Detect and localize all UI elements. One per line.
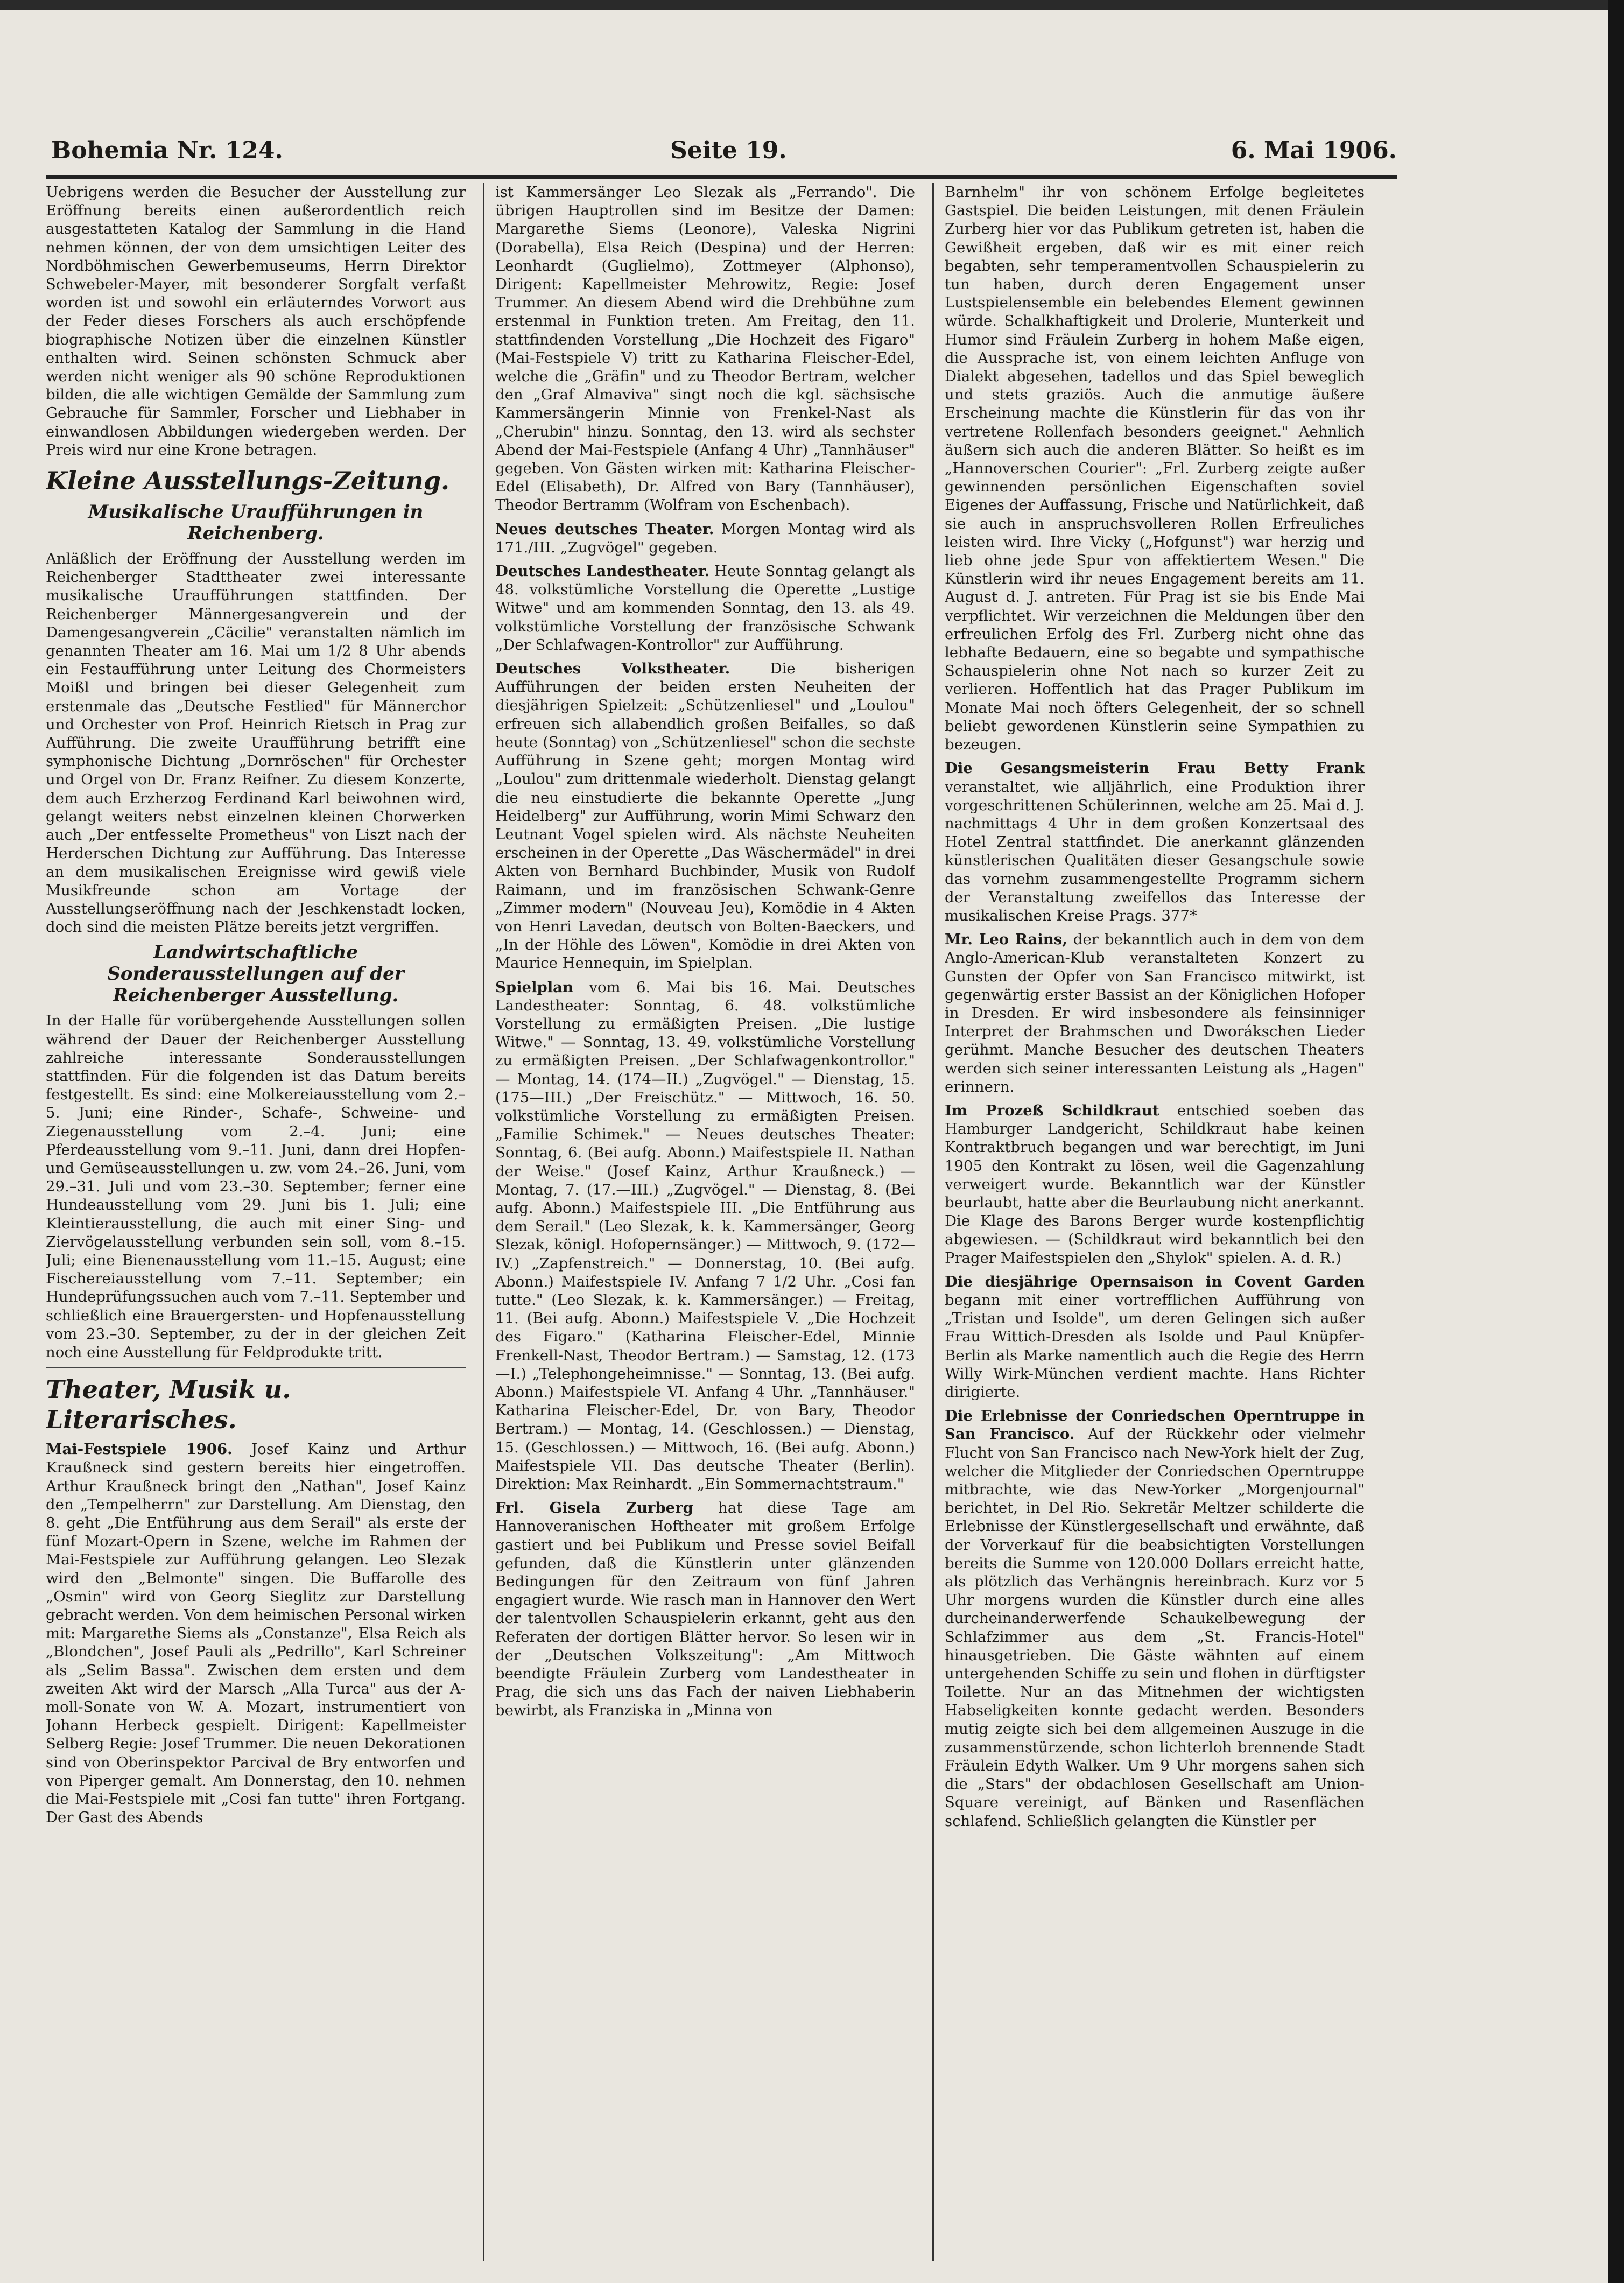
- item-body: Auf der Rückkehr oder vielmehr Flucht von San Francisco nach New-York hielt der Zug, welcher die Mitglieder der Conriedschen Operntruppe mitbrachte, wie das New-Yorker „Morgenjournal" berichtet, in Del Rio. Sekretär Meltzer schilderte die Erlebnisse der Künstlergesellschaft und erwähnte, daß der Vorverkauf für die beabsichtigten Vorstellungen bereits die Summe von 120.000 Dollars erreicht hatte, als plötzlich das Verhängnis hereinbrach. Kurz vor 5 Uhr morgens wurden die Künstler durch eine alles durcheinanderwerfende Schaukelbewegung der Schlafzimmer aus dem „St. Francis-Hotel" hinausgetrieben. Die Gäste wähnten auf einem untergehenden Schiffe zu sein und flohen in dürftigster Toilette. Nur an das Mitnehmen der wichtigsten Habseligkeiten konnte gedacht werden. Besonders mutig zeigte sich bei dem allgemeinen Auszuge in die zusammenstürzende, schon lichterloh brennende Stadt Fräulein Edyth Walker. Um 9 Uhr morgens sahen sich die „Stars" der obdachlosen Gesellschaft am Union-Square vereinigt, auf Bänken und Rasenflächen schlafend. Schließlich gelangten die Künstler per: [945, 1425, 1365, 1830]
- section-title: Theater, Musik u. Literarisches.: [46, 1375, 291, 1435]
- article-body: Anläßlich der Eröffnung der Ausstellung werden im Reichenberger Stadttheater zwei interessante musikalische Uraufführungen stattfinden. Der Reichenberger Männergesangverein und der Damengesangverein „Cäcilie" veranstalten nämlich im genannten Theater am 16. Mai um 1/2 8 Uhr abends ein Festaufführung unter Leitung des Chormeisters Moißl und bringen bei dieser Gelegenheit zum erstenmale das „Deutsche Festlied" für Männerchor und Orchester von Prof. Heinrich Rietsch in Prag zur Aufführung. Die zweite Uraufführung betrifft eine symphonische Dichtung „Dornröschen" für Orchester und Orgel von Dr. Franz Reifner. Zu diesem Konzerte, dem auch Erzherzog Ferdinand Karl beiwohnen wird, gelangt weiters nebst einzelnen kleinen Chorwerken auch „Der entfesselte Prometheus" von Liszt nach der Herderschen Dichtung zur Aufführung. Das Interesse an dem musikalischen Ereignisse wird gewiß viele Musikfreunde schon am Vortage der Ausstellungseröffnung nach der Jeschkenstadt locken, doch sind die meisten Plätze bereits jetzt vergriffen.: [46, 550, 466, 936]
- issue-date: 6. Mai 1906.: [1231, 137, 1397, 164]
- item-title: Deutsches Landestheater.: [495, 563, 710, 580]
- item-title: Die Gesangsmeisterin Frau Betty Frank: [945, 760, 1365, 777]
- article-intro: Uebrigens werden die Besucher der Ausstellung zur Eröffnung bereits einen außerordentlich reich ausgestatteten Katalog der Sammlung in die Hand nehmen können, der von dem umsichtigen Leiter des Nordböhmischen Gewerbemuseums, Herrn Direktor Schwebeler-Mayer, mit besonderer Sorgfalt verfaßt worden ist und sowohl ein erläuterndes Vorwort aus der Feder dieses Forschers als auch erschöpfende biographische Notizen über die einzelnen Künstler enthalten wird. Seinen schönsten Schmuck aber werden nicht weniger als 90 schöne Reproduktionen bilden, die alle wichtigen Gemälde der Sammlung zum Gebrauche für Sammler, Forscher und Liebhaber in einwandlosen Abbildungen wiedergeben werden. Der Preis wird nur eine Krone betragen.: [46, 184, 466, 459]
- article-body: ist Kammersänger Leo Slezak als „Ferrando". Die übrigen Hauptrollen sind im Besitze der Damen: Margarethe Siems (Leonore), Valeska Nigrini (Dorabella), Elsa Reich (Despina) und der Herren: Leonhardt (Guglielmo), Zottmeyer (Alphonso), Dirigent: Kapellmeister Mehrowitz, Regie: Josef Trummer. An diesem Abend wird die Drehbühne zum erstenmal in Funktion treten. Am Freitag, den 11. stattfindenden Vorstellung „Die Hochzeit des Figaro" (Mai-Festspiele V) tritt zu Katharina Fleischer-Edel, welche die „Gräfin" und zu Theodor Bertram, welcher den „Graf Almaviva" singt noch die kgl. sächsische Kammersängerin Minnie von Frenkel-Nast als „Cherubin" hinzu. Sonntag, den 13. wird als sechster Abend der Mai-Festspiele (Anfang 4 Uhr) „Tannhäuser" gegeben. Von Gästen wirken mit: Katharina Fleischer-Edel (Elisabeth), Dr. Alfred von Bary (Tannhäuser), Theodor Bertramm (Wolfram von Eschenbach).: [495, 184, 915, 514]
- item-title: Neues deutsches Theater.: [495, 520, 714, 538]
- column-2: [495, 183, 915, 2261]
- section-rule: [46, 1367, 466, 1368]
- item-title: Mr. Leo Rains,: [945, 931, 1067, 949]
- item-body: hat diese Tage am Hannoveranischen Hoftheater mit großem Erfolge gastiert und bei Publikum und Presse soviel Beifall gefunden, daß die Künstlerin unter glänzenden Bedingungen für den Zeitraum von fünf Jahren engagiert wurde. Wie rasch man in Hannover den Wert der talentvollen Schauspielerin erkannt, geht aus den Referaten der dortigen Blätter hervor. So lesen wir in der „Deutschen Volkszeitung": „Am Mittwoch beendigte Fräulein Zurberg vom Landestheater in Prag, die sich uns das Fach der naiven Liebhaberin bewirbt, als Franziska in „Minna von: [495, 1499, 915, 1719]
- article-paragraph: [945, 1407, 1365, 1830]
- item-title: Spielplan: [495, 978, 573, 996]
- item-body: veranstaltet, wie alljährlich, eine Produktion ihrer vorgeschrittenen Schülerinnen, welche am 25. Mai d. J. nachmittags 4 Uhr in dem großen Konzertsaal des Hotel Zentral stattfindet. Die anerkannt glänzenden künstlerischen Qualitäten dieser Gesangschule sowie das vornehm zusammengestellte Programm sichern der Veranstaltung zweifellos das Interesse der musikalischen Kreise Prags. 377*: [945, 778, 1365, 924]
- scan-border-right: [1608, 0, 1624, 2283]
- article-paragraph: [945, 759, 1365, 925]
- article-paragraph: [495, 1499, 915, 1719]
- item-title: Im Prozeß Schildkraut: [945, 1101, 1159, 1119]
- column-divider: [932, 183, 934, 2261]
- column-divider: [483, 183, 484, 2261]
- article-paragraph: [945, 1273, 1365, 1401]
- item-title: Deutsches Volkstheater.: [495, 660, 730, 678]
- article-paragraph: [945, 930, 1365, 1096]
- item-title: Frl. Gisela Zurberg: [495, 1499, 693, 1517]
- item-body: Morgen Montag wird als 171./III. „Zugvögel" gegeben.: [495, 520, 915, 556]
- column-3: [945, 183, 1365, 2261]
- item-title: Die Erlebnisse der Conriedschen Operntruppe in San Francisco.: [945, 1407, 1365, 1443]
- article-body: In der Halle für vorübergehende Ausstellungen sollen während der Dauer der Reichenberger Ausstellung zahlreiche interessante Sonderausstellungen stattfinden. Für die folgenden ist das Datum bereits festgestellt. Es sind: eine Molkereiausstellung vom 2.–5. Juni; eine Rinder-, Schafe-, Schweine- und Ziegenausstellung vom 2.–4. Juni; eine Pferdeausstellung vom 9.–11. Juni, dann drei Hopfen- und Gemüseausstellungen u. zw. vom 24.–26. Juni, vom 29.–31. Juli und vom 23.–30. September; ferner eine Hundeausstellung vom 29. Juni bis 1. Juli; eine Kleintierausstellung, die auch mit einer Sing- und Ziervögelausstellung verbunden sein soll, vom 8.–15. Juli; eine Bienenausstellung vom 11.–15. August; eine Fischereiausstellung vom 7.–11. September; ein Hundeprüfungssuchen auch vom 7.–11. September und schließlich eine Brauergersten- und Hopfenausstellung vom 23.–30. September, zu der in der gleichen Zeit noch eine Ausstellung für Feldprodukte tritt.: [46, 1012, 466, 1361]
- article-paragraph: [46, 1440, 466, 1827]
- item-title: Mai-Festspiele 1906.: [46, 1441, 233, 1458]
- item-body: Heute Sonntag gelangt als 48. volkstümliche Vorstellung die Operette „Lustige Witwe" und am kommenden Sonntag, den 13. als 49. volkstümliche Vorstellung der französische Schwank „Der Schlafwagen-Kontrollor" zur Aufführung.: [495, 563, 915, 654]
- section-title: Kleine Ausstellungs-Zeitung.: [46, 466, 449, 496]
- article-body: Barnhelm" ihr von schönem Erfolge begleitetes Gastspiel. Die beiden Leistungen, mit denen Fräulein Zurberg hier vor das Publikum getreten ist, haben die Gewißheit ergeben, daß wir es mit einer reich begabten, sehr temperamentvollen Schauspielerin zu tun haben, durch deren Engagement unser Lustspielensemble ein belebendes Element gewinnen würde. Schalkhaftigkeit und Drolerie, Munterkeit und Humor sind Fräulein Zurberg in hohem Maße eigen, die Aussprache ist, von einem leichten Anfluge von Dialekt abgesehen, tadellos und das Spiel beweglich und stets graziös. Auch die anmutige äußere Erscheinung machte die Künstlerin für das von ihr vertretene Rollenfach besonders geeignet." Aehnlich äußern sich auch die anderen Blätter. So heißt es im „Hannoverschen Courier": „Frl. Zurberg zeigte außer gewinnenden persönlichen Eigenschaften soviel Eigenes der Auffassung, Frische und Natürlichkeit, daß sie auch in anspruchsvolleren Rollen Erfreuliches leisten wird. Ihre Vicky („Hofgunst") war herzig und lieb ohne jede Spur von affektiertem Wesen." Die Künstlerin wird ihr neues Engagement bereits am 11. August d. J. antreten. Für Prag ist sie bis Ende Mai verpflichtet. Wir verzeichnen die Meldungen über den erfreulichen Erfolg des Frl. Zurberg nicht ohne das lebhafte Bedauern, eine so begabte und sympathische Schauspielerin ohne Not nach so kurzer Zeit zu verlieren. Hoffentlich hat das Prager Publikum im Monate Mai noch öfters Gelegenheit, der so schnell beliebt gewordenen Künstlerin seine Sympathien zu bezeugen.: [945, 184, 1365, 754]
- item-title: Die diesjährige Opernsaison in Covent Garden: [945, 1273, 1365, 1290]
- page-header: [46, 124, 1397, 172]
- scan-border-top: [0, 0, 1624, 10]
- masthead-issue: Bohemia Nr. 124.: [51, 137, 283, 164]
- item-body: vom 6. Mai bis 16. Mai. Deutsches Landestheater: Sonntag, 6. 48. volkstümliche Vorstellung zu ermäßigten Preisen. „Die lustige Witwe." — Sonntag, 13. 49. volkstümliche Vorstellung zu ermäßigten Preisen. „Der Schlafwagenkontrollor." — Montag, 14. (174—II.) „Zugvögel." — Dienstag, 15. (175—III.) „Der Freischütz." — Mittwoch, 16. 50. volkstümliche Vorstellung zu ermäßigten Preisen. „Familie Schimek." — Neues deutsches Theater: Sonntag, 6. (Bei aufg. Abonn.) Maifestspiele II. Nathan der Weise." (Josef Kainz, Arthur Kraußneck.) — Montag, 7. (17.—III.) „Zugvögel." — Dienstag, 8. (Bei aufg. Abonn.) Maifestspiele III. „Die Entführung aus dem Serail." (Leo Slezak, k. k. Kammersänger, Georg Slezak, königl. Hofopernsänger.) — Mittwoch, 9. (172—IV.) „Zapfenstreich." — Donnerstag, 10. (Bei aufg. Abonn.) Maifestspiele IV. Anfang 7 1/2 Uhr. „Cosi fan tutte." (Leo Slezak, k. k. Kammersänger.) — Freitag, 11. (Bei aufg. Abonn.) Maifestspiele V. „Die Hochzeit des Figaro." (Katharina Fleischer-Edel, Minnie Frenkell-Nast, Theodor Bertram.) — Samstag, 12. (173—I.) „Telephongeheimnisse." — Sonntag, 13. (Bei aufg. Abonn.) Maifestspiele VI. Anfang 4 Uhr. „Tannhäuser." Katharina Fleischer-Edel, Dr. von Bary, Theodor Bertram.) — Montag, 14. (Geschlossen.) — Dienstag, 15. (Geschlossen.) — Mittwoch, 16. (Bei aufg. Abonn.) Maifestspiele VII. Das deutsche Theater (Berlin). Direktion: Max Reinhardt. „Ein Sommernachtstraum.": [495, 978, 915, 1493]
- item-body: Josef Kainz und Arthur Kraußneck sind gestern bereits hier eingetroffen. Arthur Kraußneck bringt den „Nathan", Josef Kainz den „Tempelherrn" zur Darstellung. Am Dienstag, den 8. geht „Die Entführung aus dem Serail" als erste der fünf Mozart-Opern in Szene, welche im Rahmen der Mai-Festspiele zur Aufführung gelangen. Leo Slezak wird den „Belmonte" singen. Die Buffarolle des „Osmin" wird von Georg Sieglitz zur Darstellung gebracht werden. Von dem heimischen Personal wirken mit: Margarethe Siems als „Constanze", Elsa Reich als „Blondchen", Josef Pauli als „Pedrillo", Karl Schreiner als „Selim Bassa". Zwischen dem ersten und dem zweiten Akt wird der Marsch „Alla Turca" aus der A-moll-Sonate von W. A. Mozart, instrumentiert von Johann Herbeck gespielt. Dirigent: Kapellmeister Selberg Regie: Josef Trummer. Die neuen Dekorationen sind von Oberinspektor Parcival de Bry entworfen und von Piperger gemalt. Am Donnerstag, den 10. nehmen die Mai-Festspiele mit „Cosi fan tutte" ihren Fortgang. Der Gast des Abends: [46, 1441, 466, 1827]
- item-body: der bekanntlich auch in dem von dem Anglo-American-Klub veranstalteten Konzert zu Gunsten der Opfer von San Francisco mitwirkt, ist gegenwärtig erster Bassist an der Königlichen Hofoper in Dresden. Er wird insbesondere als feinsinniger Interpret der Brahmschen und Dworákschen Lieder gerühmt. Manche Besucher des deutschen Theaters werden sich seiner interessanten Leistung als „Hagen" erinnern.: [945, 931, 1365, 1095]
- article-paragraph: [945, 1101, 1365, 1267]
- article-paragraph: [495, 978, 915, 1494]
- column-1: [46, 183, 466, 2261]
- newspaper-page: [46, 124, 1397, 2269]
- article-title: Landwirtschaftliche Sonderausstellungen auf der Reichenberger Ausstellung.: [107, 942, 404, 1007]
- header-rule: [46, 175, 1397, 179]
- item-body: begann mit einer vortrefflichen Aufführung von „Tristan und Isolde", um deren Gelingen sich außer Frau Wittich-Dresden als Isolde und Paul Knüpfer-Berlin als Marke namentlich auch die Regie des Herrn Willy Wirk-München verdient machte. Hans Richter dirigierte.: [945, 1291, 1365, 1401]
- page-number: Seite 19.: [670, 137, 787, 164]
- article-paragraph: [495, 659, 915, 972]
- article-paragraph: [495, 562, 915, 654]
- item-body: entschied soeben das Hamburger Landgericht, Schildkraut habe keinen Kontraktbruch begangen und war berechtigt, im Juni 1905 den Kontrakt zu lösen, weil die Gagenzahlung verweigert wurde. Bekanntlich war der Künstler beurlaubt, hatte aber die Beurlaubung nicht anerkannt. Die Klage des Barons Berger wurde kostenpflichtig abgewiesen. — (Schildkraut wird bekanntlich bei den Prager Maifestspielen den „Shylok" spielen. A. d. R.): [945, 1101, 1365, 1267]
- item-body: Die bisherigen Aufführungen der beiden ersten Neuheiten der diesjährigen Spielzeit: „Schützenliesel" und „Loulou" erfreuen sich allabendlich großen Beifalles, so daß heute (Sonntag) von „Schützenliesel" schon die sechste Aufführung in Szene geht; morgen Montag wird „Loulou" zum drittenmale wiederholt. Dienstag gelangt die neu einstudierte die bekannte Operette „Jung Heidelberg" zur Aufführung, worin Mimi Schwarz den Leutnant Vogel spielen wird. Als nächste Neuheiten erscheinen in der Operette „Das Wäschermädel" in drei Akten von Bernhard Buchbinder, Musik von Rudolf Raimann, und im französischen Schwank-Genre „Zimmer modern" (Nouveau Jeu), Komödie in 4 Akten von Henri Lavedan, deutsch von Bolten-Baeckers, und „In der Höhle des Löwen", Komödie in drei Akten von Maurice Hennequin, im Spielplan.: [495, 660, 915, 972]
- article-paragraph: [495, 520, 915, 557]
- article-title: Musikalische Uraufführungen in Reichenberg.: [88, 501, 424, 545]
